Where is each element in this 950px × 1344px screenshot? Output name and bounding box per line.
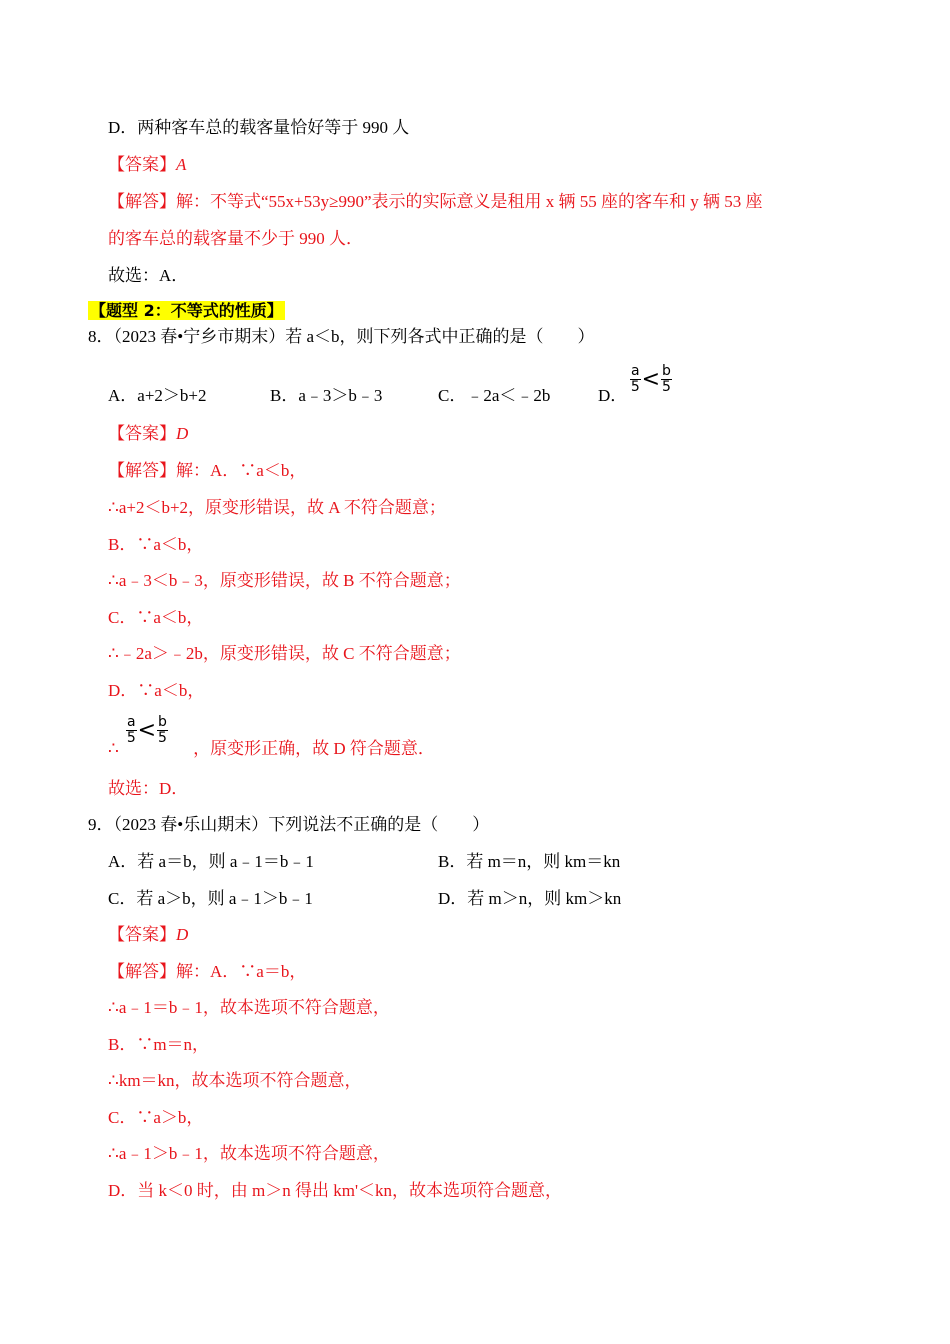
q9-solution-line: C．∵a＞b， <box>108 1108 204 1127</box>
q9-option-a: A．若 a＝b，则 a﹣1＝b﹣1 <box>108 852 314 871</box>
q9-answer <box>108 923 188 947</box>
q9-option-d: D．若 m＞n，则 km＞kn <box>438 889 622 908</box>
q9-solution-line: ∴km＝kn，故本选项不符合题意， <box>108 1071 362 1090</box>
q8-solution-line: C．∵a＜b， <box>108 608 204 627</box>
q9-solution-line: D．当 k＜0 时，由 m＞n 得出 km'＜kn，故本选项符合题意， <box>108 1181 563 1200</box>
answer-label: 【答案】 <box>108 925 176 944</box>
q7-option-d: D．两种客车总的载客量恰好等于 990 人 <box>108 118 410 137</box>
less-than-sign: < <box>137 717 157 743</box>
section-heading <box>88 299 285 323</box>
q8-solution-line: ∴a﹣3＜b﹣3，原变形错误，故 B 不符合题意； <box>108 571 461 590</box>
q8-option-d-expression <box>630 364 672 395</box>
section-title: 【题型 2：不等式的性质】 <box>90 301 283 320</box>
q9-stem: 9．（2023 春•乐山期末）下列说法不正确的是（ ） <box>88 815 490 834</box>
q8-solution-line: ∴﹣2a＞﹣2b，原变形错误，故 C 不符合题意； <box>108 644 461 663</box>
answer-label: 【答案】 <box>108 155 176 174</box>
fraction-b-over-5: b 5 <box>662 363 671 395</box>
q9-solution-line: ∴a﹣1＝b﹣1，故本选项不符合题意， <box>108 998 390 1017</box>
q8-option-d-label: D． <box>598 386 628 405</box>
q9-solution-line: 【解答】解：A．∵a＝b， <box>108 962 307 981</box>
conclusion-text: ，原变形正确，故 D 符合题意． <box>193 739 435 758</box>
q7-answer <box>108 153 186 177</box>
fraction-inequality <box>126 715 168 746</box>
answer-value: D <box>176 925 189 944</box>
q7-choose: 故选：A． <box>108 266 189 285</box>
q9-solution-line: ∴a﹣1＞b﹣1，故本选项不符合题意， <box>108 1144 390 1163</box>
q8-solution-line: B．∵a＜b， <box>108 535 204 554</box>
fraction-b-over-5: b 5 <box>158 714 167 746</box>
fraction-a-over-5: a 5 <box>630 363 640 395</box>
therefore-symbol: ∴ <box>108 739 119 758</box>
q7-solution-line-2: 的客车总的载客量不少于 990 人． <box>108 229 363 248</box>
fraction-a-over-5: a 5 <box>126 714 136 746</box>
less-than-sign: < <box>641 366 661 392</box>
q8-stem: 8．（2023 春•宁乡市期末）若 a＜b，则下列各式中正确的是（ ） <box>88 327 595 346</box>
answer-value: D <box>176 424 189 443</box>
q8-solution-line: D．∵a＜b， <box>108 681 205 700</box>
q9-option-b: B．若 m＝n，则 km＝kn <box>438 852 621 871</box>
q9-option-c: C．若 a＞b，则 a﹣1＞b﹣1 <box>108 889 313 908</box>
q8-option-a: A．a+2＞b+2 <box>108 386 207 405</box>
q8-answer <box>108 422 188 446</box>
q8-solution-line: 【解答】解：A．∵a＜b， <box>108 461 307 480</box>
q7-solution-line-1: 【解答】解：不等式“55x+53y≥990”表示的实际意义是租用 x 辆 55 座的客车和 y 辆 53 座 <box>108 192 763 211</box>
answer-label: 【答案】 <box>108 424 176 443</box>
q8-solution-line-conclusion <box>108 714 435 761</box>
q8-option-b: B．a﹣3＞b﹣3 <box>270 386 383 405</box>
q8-solution-line: ∴a+2＜b+2，原变形错误，故 A 不符合题意； <box>108 498 446 517</box>
q8-choose: 故选：D． <box>108 779 189 798</box>
q9-solution-line: B．∵m＝n， <box>108 1035 210 1054</box>
answer-value: A <box>176 155 187 174</box>
q8-option-c: C．﹣2a＜﹣2b <box>438 386 551 405</box>
